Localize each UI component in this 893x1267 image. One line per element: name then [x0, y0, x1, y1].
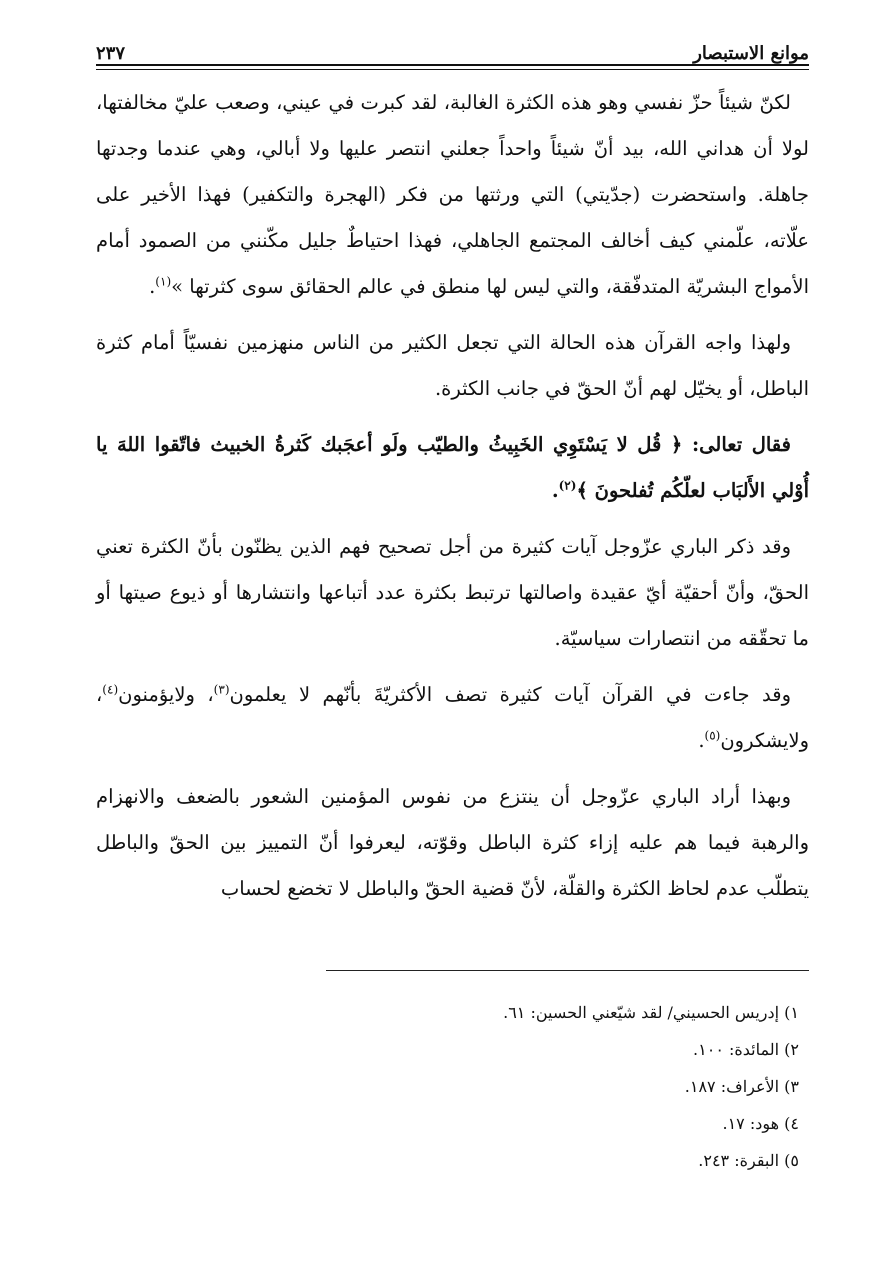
- footnote-1: ١) إدريس الحسيني/ لقد شيّعني الحسين: ٦١.: [503, 1003, 799, 1022]
- footnotes: [96, 994, 809, 1179]
- footnote-ref-1: (١): [155, 274, 172, 289]
- footnote-5: ٥) البقرة: ٢٤٣.: [698, 1151, 799, 1170]
- footnote-ref-2: (٢): [558, 478, 577, 493]
- paragraph-6: وبهذا أراد الباري عزّوجل أن ينتزع من نفوس المؤمنين الشعور بالضعف والانهزام والرهبة فيما هم عليه إزاء كثرة الباطل وقوّته، ليعرفوا أنّ التمييز بين الحقّ والباطل يتطلّب عدم لحاظ الكثرة والقلّة، لأنّ قضية الحقّ والباطل لا تخضع لحساب: [96, 785, 809, 900]
- paragraph-2: ولهذا واجه القرآن هذه الحالة التي تجعل الكثير من الناس منهزمين نفسيّاً أمام كثرة الباطل، أو يخيّل لهم أنّ الحقّ في جانب الكثرة.: [96, 331, 809, 400]
- paragraph-4: وقد ذكر الباري عزّوجل آيات كثيرة من أجل تصحيح فهم الذين يظنّون بأنّ الكثرة تعني الحقّ، وأنّ أحقيّة أيّ عقيدة واصالتها ترتبط بكثرة عدد أتباعها وانتشارها أو ذيوع صيتها أو ما تحقّقه من انتصارات سياسيّة.: [96, 535, 809, 650]
- footnote-4: ٤) هود: ١٧.: [722, 1114, 799, 1133]
- footnote-3: ٣) الأعراف: ١٨٧.: [684, 1077, 799, 1096]
- footnote-ref-4: (٤): [102, 682, 119, 697]
- paragraph-5: وقد جاءت في القرآن آيات كثيرة تصف الأكثريّةَ بأنّهم لا يعلمون$^{(٣)}$، ولايؤمنون$^{(٤)}$، ولايشكرون$^{(٥)}$.: [96, 682, 809, 752]
- quran-verse: ﴿ قُل لا يَسْتَوِي الخَبِيثُ والطيّب ولَو أعجَبك كَثرةُ الخبيث فاتّقوا اللهَ يا أُوْلي الأَلبَاب لعلّكُم تُفلحونَ ﴾: [96, 433, 809, 502]
- page-header: [96, 30, 809, 64]
- paragraph-3: فقال تعالى: ﴿ قُل لا يَسْتَوِي الخَبِيثُ والطيّب ولَو أعجَبك كَثرةُ الخبيث فاتّقوا اللهَ يا أُوْلي الأَلبَاب لعلّكُم تُفلحونَ ﴾$^{(٢)}$.: [96, 433, 809, 502]
- footnote-ref-5: (٥): [704, 728, 721, 743]
- footnote-separator: [326, 970, 809, 971]
- footnote-ref-3: (٣): [213, 682, 230, 697]
- paragraph-1: لكنّ شيئاً حزّ نفسي وهو هذه الكثرة الغالبة، لقد كبرت في عيني، وصعب عليّ مخالفتها، لولا أن هداني الله، بيد أنّ شيئاً واحداً جعلني انتصر عليها ولا أبالي، وهي عندما وجدتها جاهلة. واستحضرت (جدّيتي) التي ورثتها من فكر (الهجرة والتكفير) فهذا الأخير على علّاته، علّمني كيف أخالف المجتمع الجاهلي، فهذا احتياطٌ جليل مكّنني من الصمود أمام الأمواج البشريّة المتدفّقة، والتي ليس لها منطق في عالم الحقائق سوى كثرتها »$^{(١)}$.: [96, 91, 809, 298]
- header-rule: [96, 64, 809, 66]
- main-text: [96, 80, 809, 922]
- chapter-title: موانع الاستبصار: [693, 43, 809, 64]
- header-rule-thin: [96, 69, 809, 70]
- footnote-2: ٢) المائدة: ١٠٠.: [693, 1040, 799, 1059]
- page-number: ٢٣٧: [96, 43, 126, 64]
